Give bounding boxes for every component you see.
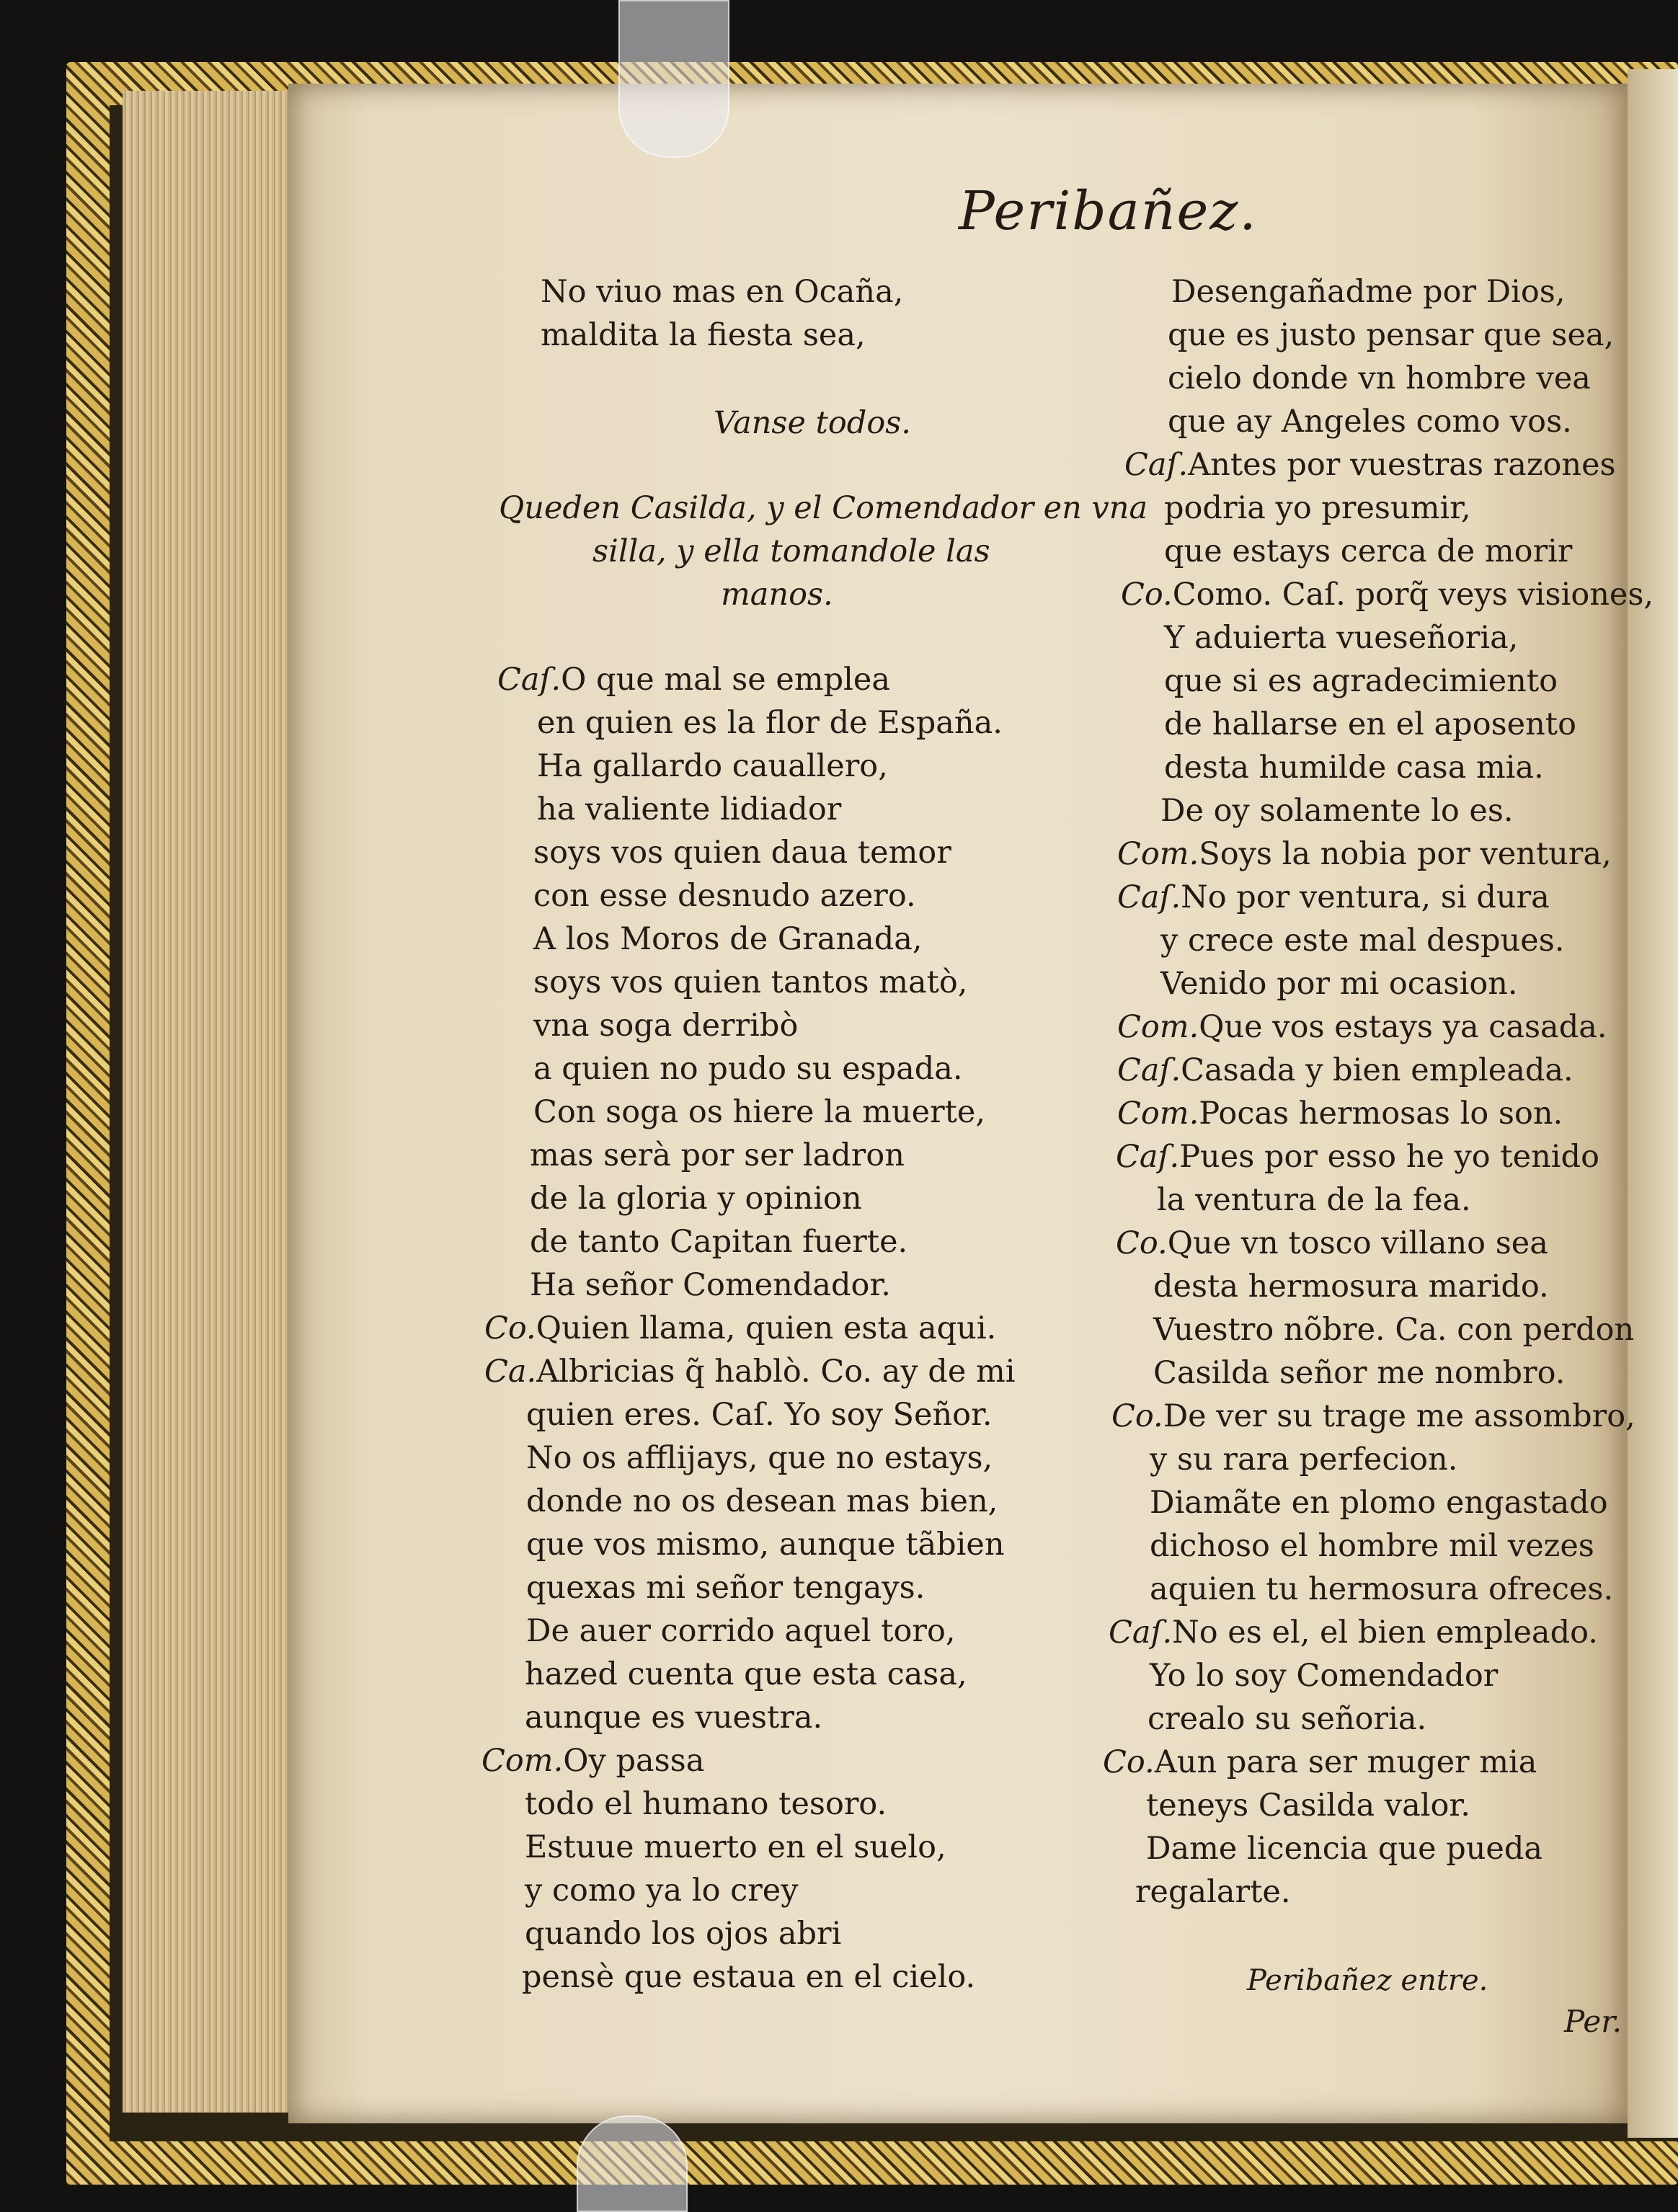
line-text: Vuestro nõbre. Ca. con perdon (1153, 1312, 1635, 1348)
verse-line (1147, 1701, 1426, 1737)
verse-line (1116, 1139, 1599, 1175)
line-text: podria yo presumir, (1164, 490, 1471, 526)
line-text: a quien no pudo su espada. (533, 1051, 963, 1087)
line-text: Con soga os hiere la muerte, (533, 1094, 986, 1130)
verse-line (533, 1051, 963, 1087)
line-text: desta humilde casa mia. (1164, 750, 1544, 786)
verse-line (526, 1440, 993, 1476)
line-text: vna soga derribò (533, 1008, 799, 1044)
line-text: Desengañadme por Dios, (1171, 274, 1566, 310)
verse-line (1117, 1096, 1563, 1132)
line-text: quexas mi señor tengays. (526, 1570, 925, 1606)
line-text: donde no os desean mas bien, (526, 1483, 998, 1519)
speaker-label: Caſ. (1124, 447, 1189, 483)
line-text: y como ya lo crey (525, 1873, 799, 1909)
line-text: dichoso el hombre mil vezes (1150, 1528, 1594, 1564)
line-text: de la gloria y opinion (530, 1181, 862, 1217)
verse-line (537, 748, 888, 784)
line-text: A los Moros de Granada, (533, 921, 923, 957)
line-text: de hallarse en el aposento (1164, 706, 1576, 742)
line-text: Que vn tosco villano sea (1167, 1225, 1548, 1261)
speaker-label: Com. (481, 1743, 564, 1779)
line-text: Oy passa (563, 1743, 705, 1779)
verse-line (541, 317, 866, 353)
line-text: Pues por esso he yo tenido (1179, 1139, 1599, 1175)
line-text: que si es agradecimiento (1164, 663, 1558, 699)
verse-line (1121, 577, 1653, 613)
stage-direction (592, 533, 990, 569)
line-text: Yo lo soy Comendador (1150, 1658, 1499, 1694)
verse-line (1117, 879, 1550, 915)
speaker-label: Caſ. (497, 662, 561, 698)
verse-line (525, 1916, 841, 1952)
verse-line (1150, 1528, 1594, 1564)
verse-line (1124, 447, 1616, 483)
verse-line (1117, 836, 1612, 872)
verse-line (1171, 274, 1566, 310)
line-text: crealo su señoria. (1147, 1701, 1427, 1737)
verse-line (1168, 404, 1572, 440)
verse-line (541, 274, 903, 310)
line-text: Soys la nobia por ventura, (1199, 836, 1612, 872)
verse-line (497, 662, 890, 698)
verse-line (484, 1354, 1015, 1390)
verse-line (533, 964, 967, 1000)
line-text: Estuue muerto en el suelo, (525, 1829, 946, 1865)
line-text: Antes por vuestras razones (1188, 447, 1616, 483)
line-text: ha valiente lidiador (537, 791, 842, 827)
line-text: De oy solamente lo es. (1160, 793, 1514, 829)
stage-direction (714, 405, 911, 441)
verse-line (525, 1656, 967, 1692)
verse-line (1146, 1831, 1542, 1867)
line-text: Y aduierta vueseñoria, (1164, 620, 1519, 656)
verse-line (533, 878, 916, 914)
verse-line (1160, 923, 1564, 959)
line-text: aunque es vuestra. (525, 1700, 823, 1736)
verse-line (1168, 360, 1591, 396)
line-text: Pocas hermosas lo son. (1199, 1096, 1563, 1132)
line-text: No es el, el bien empleado. (1172, 1614, 1598, 1651)
verse-line (1164, 663, 1558, 699)
stage-direction (499, 490, 1147, 526)
speaker-label: Caſ. (1117, 1052, 1181, 1088)
verse-line (1157, 1182, 1471, 1218)
verse-line (1150, 1485, 1608, 1521)
verse-line (1117, 1052, 1573, 1088)
line-text: manos. (721, 577, 833, 613)
verse-line (1153, 1355, 1565, 1391)
line-text: quando los ojos abri (525, 1916, 842, 1952)
verse-line (526, 1570, 925, 1606)
verse-line (525, 1873, 799, 1909)
verse-line (1150, 1571, 1613, 1607)
verse-line (530, 1267, 891, 1303)
verse-line (1160, 793, 1514, 829)
speaker-label: Com. (1117, 836, 1199, 872)
line-text: y crece este mal despues. (1160, 923, 1565, 959)
speaker-label: Caſ. (1117, 879, 1181, 915)
speaker-label: Ca. (484, 1354, 537, 1390)
line-text: maldita la fiesta sea, (541, 317, 866, 353)
line-text: en quien es la flor de España. (537, 705, 1003, 741)
signature-mark: Per. (1564, 2004, 1622, 2039)
line-text: con esse desnudo azero. (533, 878, 916, 914)
line-text: soys vos quien daua temor (533, 835, 951, 871)
verse-line (1164, 706, 1576, 742)
speaker-label: Caſ. (1116, 1139, 1180, 1175)
verse-line (1111, 1398, 1635, 1434)
verse-line (1150, 1658, 1498, 1694)
verse-line (1164, 533, 1572, 569)
line-text: Como. Caſ. porq̃ veys visiones, (1172, 577, 1654, 613)
line-text: cielo donde vn hombre vea (1168, 360, 1591, 396)
line-text: todo el humano tesoro. (525, 1786, 887, 1822)
verse-line (1150, 1442, 1457, 1478)
line-text: que vos mismo, aunque tãbien (526, 1527, 1005, 1563)
verse-line (533, 1094, 985, 1130)
verse-line (526, 1397, 993, 1433)
verse-line (1146, 1787, 1470, 1824)
line-text: De ver su trage me assombro, (1163, 1398, 1635, 1434)
line-text: regalarte. (1135, 1874, 1291, 1910)
line-text: Ha gallardo cauallero, (537, 748, 888, 784)
verse-line (1168, 317, 1614, 353)
verse-line (1116, 1225, 1548, 1261)
verse-line (533, 1008, 798, 1044)
verse-line (1164, 750, 1544, 786)
verse-line (526, 1613, 956, 1649)
verse-line (1160, 966, 1518, 1002)
line-text: Venido por mi ocasion. (1160, 966, 1518, 1002)
verse-line (1117, 1009, 1607, 1045)
line-text: Que vos estays ya casada. (1199, 1009, 1607, 1045)
speaker-label: Com. (1117, 1096, 1199, 1132)
line-text: quien eres. Caſ. Yo soy Señor. (526, 1397, 993, 1433)
line-text: desta hermosura marido. (1153, 1269, 1549, 1305)
verse-line (1103, 1744, 1537, 1780)
verse-line (537, 705, 1003, 741)
line-text: la ventura de la fea. (1157, 1182, 1471, 1218)
line-text: pensè que estaua en el cielo. (522, 1959, 976, 1995)
speaker-label: Co. (1121, 577, 1173, 613)
verse-line (525, 1700, 822, 1736)
line-text: Casada y bien empleada. (1181, 1052, 1573, 1088)
line-text: de tanto Capitan fuerte. (530, 1224, 908, 1260)
line-text: No viuo mas en Ocaña, (541, 274, 904, 310)
speaker-label: Co. (1111, 1398, 1163, 1434)
speaker-label: Co. (484, 1310, 536, 1346)
speaker-label: Caſ. (1109, 1614, 1173, 1651)
verse-line (533, 835, 951, 871)
verse-line (525, 1829, 946, 1865)
line-text: Diamãte en plomo engastado (1150, 1485, 1608, 1521)
line-text: Casilda señor me nombro. (1153, 1355, 1566, 1391)
verse-line (481, 1743, 704, 1779)
page-edges (123, 91, 296, 2113)
line-text: Vanse todos. (714, 405, 911, 441)
next-page-strip (1628, 69, 1678, 2138)
line-text: hazed cuenta que esta casa, (525, 1656, 967, 1692)
line-text: aquien tu hermosura ofreces. (1150, 1571, 1614, 1607)
verse-line (530, 1224, 907, 1260)
verse-line (530, 1137, 905, 1173)
speaker-label: Co. (1103, 1744, 1155, 1780)
top-clip (618, 0, 729, 158)
line-text: mas serà por ser ladron (530, 1137, 905, 1173)
running-title: Peribañez. (959, 180, 1258, 242)
verse-line (1135, 1874, 1291, 1910)
line-text: No os afflijays, que no estays, (526, 1440, 993, 1476)
stage-direction (721, 577, 833, 613)
verse-line (526, 1527, 1005, 1563)
line-text: Quien llama, quien esta aqui. (536, 1310, 997, 1346)
line-text: Albricias q̃ hablò. Co. ay de mi (536, 1354, 1016, 1390)
line-text: De auer corrido aquel toro, (526, 1613, 956, 1649)
line-text: que estays cerca de morir (1164, 533, 1573, 569)
line-text: No por ventura, si dura (1181, 879, 1550, 915)
line-text: O que mal se emplea (561, 662, 890, 698)
verse-line (533, 921, 923, 957)
line-text: teneys Casilda valor. (1146, 1787, 1470, 1824)
line-text: soys vos quien tantos matò, (533, 964, 968, 1000)
verse-line (530, 1181, 862, 1217)
verse-line (1153, 1312, 1634, 1348)
speaker-label: Co. (1116, 1225, 1168, 1261)
line-text: que ay Angeles como vos. (1168, 404, 1572, 440)
verse-line (537, 791, 841, 827)
speaker-label: Com. (1117, 1009, 1199, 1045)
verse-line (1153, 1269, 1549, 1305)
line-text: Aun para ser muger mia (1154, 1744, 1537, 1780)
line-text: Queden Casilda, y el Comendador en vna (499, 490, 1148, 526)
verse-line (1109, 1614, 1598, 1651)
line-text: y su rara perfecion. (1150, 1442, 1458, 1478)
line-text: silla, y ella tomandole las (592, 533, 990, 569)
verse-line (1164, 620, 1518, 656)
bottom-clip (577, 2115, 688, 2212)
line-text: Ha señor Comendador. (530, 1267, 891, 1303)
verse-line (522, 1959, 975, 1995)
line-text: Dame licencia que pueda (1146, 1831, 1543, 1867)
verse-line (525, 1786, 887, 1822)
catchword: Peribañez entre. (1247, 1964, 1488, 1997)
line-text: que es justo pensar que sea, (1168, 317, 1615, 353)
verse-line (1164, 490, 1471, 526)
verse-line (484, 1310, 996, 1346)
verse-line (526, 1483, 998, 1519)
